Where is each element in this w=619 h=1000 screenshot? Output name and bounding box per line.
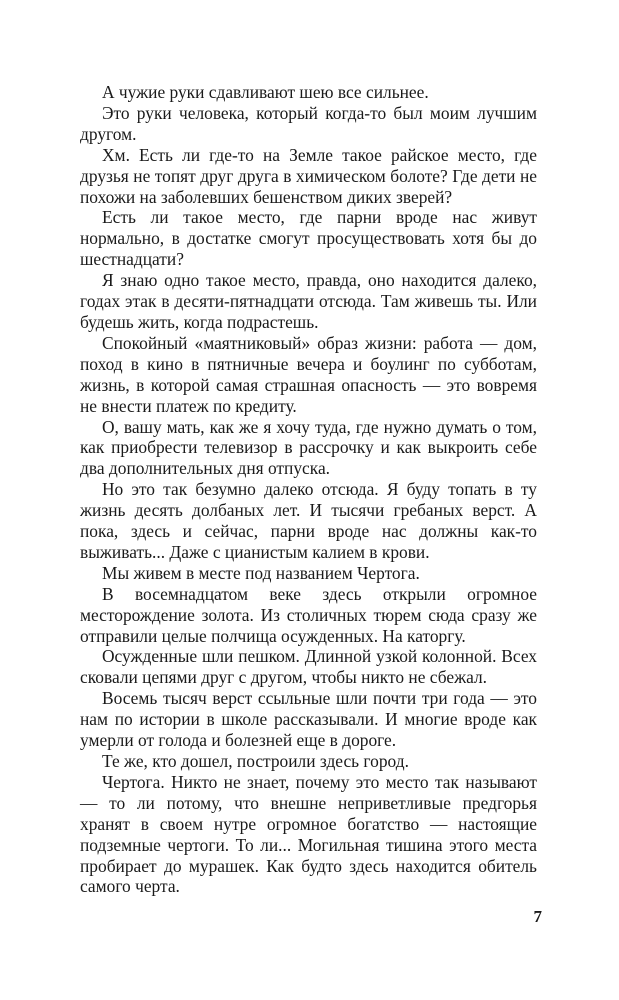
- paragraph: Осужденные шли пешком. Длинной узкой колонной. Всех сковали цепями друг с другом, чтобы никто не сбежал.: [80, 646, 537, 688]
- paragraph: А чужие руки сдавливают шею все сильнее.: [102, 82, 429, 102]
- paragraph: Те же, кто дошел, построили здесь город.: [102, 751, 409, 771]
- paragraph: Но это так безумно далеко отсюда. Я буду топать в ту жизнь десять долбаных лет. И тысячи гребаных верст. А пока, здесь и сейчас, парни вроде нас должны как-то выживать... Даже с цианистым калием в крови.: [80, 479, 537, 562]
- paragraph: Хм. Есть ли где-то на Земле такое райское место, где друзья не топят друг друга в химическом болоте? Где дети не похожи на заболевших бешенством диких зверей?: [80, 144, 537, 207]
- body-text: [80, 82, 537, 897]
- paragraph: Спокойный «маятниковый» образ жизни: работа — дом, поход в кино в пятничные вечера и боулинг по субботам, жизнь, в которой самая страшная опасность — это вовремя не внести платеж по кредиту.: [80, 332, 537, 416]
- paragraph: В восемнадцатом веке здесь открыли огромное месторождение золота. Из столичных тюрем сюда сразу же отправили целые полчища осужденных. На каторгу.: [80, 583, 537, 646]
- paragraph: О, вашу мать, как же я хочу туда, где нужно думать о том, как приобрести телевизор в рассрочку и как выкроить себе два дополнительных дня отпуска.: [80, 416, 537, 479]
- paragraph: Есть ли такое место, где парни вроде нас живут нормально, в достатке смогут просуществовать хотя бы до шестнадцати?: [80, 207, 537, 270]
- paragraph: Восемь тысяч верст ссыльные шли почти три года — это нам по истории в школе рассказывали. И многие вроде как умерли от голода и болезней еще в дороге.: [80, 688, 537, 751]
- page-number: 7: [533, 907, 542, 926]
- paragraph: Мы живем в месте под названием Чертога.: [102, 562, 420, 583]
- paragraph: Я знаю одно такое место, правда, оно находится далеко, годах этак в десяти-пятнадцати отсюда. Там живешь ты. Или будешь жить, когда подрастешь.: [80, 270, 537, 332]
- paragraph: Чертога. Никто не знает, почему это место так называют — то ли потому, что внешне неприветливые предгорья хранят в своем нутре огромное богатство — настоящие подземные чертоги. То ли... Могильная тишина этого места пробирает до мурашек. Как будто здесь находится обитель самого черта.: [80, 771, 537, 897]
- paragraph: Это руки человека, который когда-то был моим лучшим другом.: [80, 102, 537, 144]
